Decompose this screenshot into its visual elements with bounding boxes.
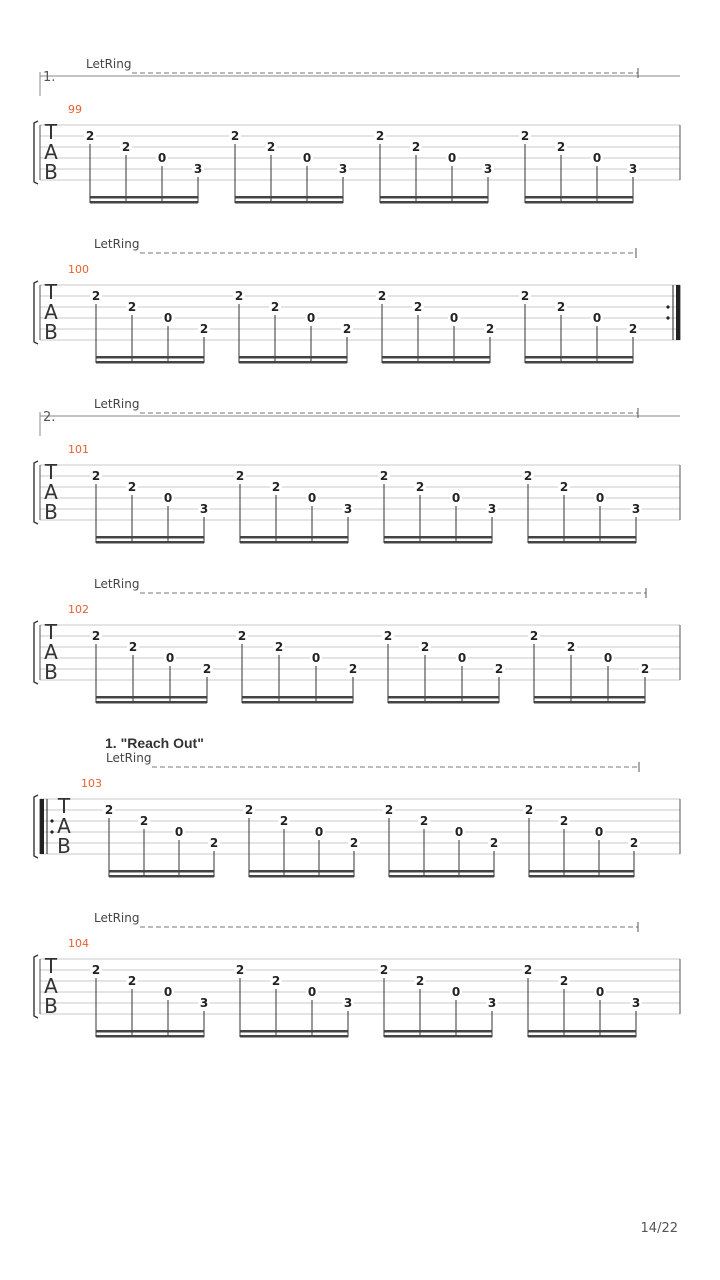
fret-number-6-4: 2: [274, 640, 284, 654]
beam-1-group-1-1: [90, 196, 198, 199]
let-ring-label-2: LetRing: [94, 237, 140, 251]
fret-number-6-5: 2: [279, 814, 289, 828]
repeat-start-dot-lower-5: [50, 830, 53, 833]
fret-number-12-6: 3: [487, 996, 497, 1010]
tab-clef-a-2: A: [44, 300, 58, 324]
fret-number-10-1: 2: [411, 140, 421, 154]
beam-1-group-3-3: [384, 536, 492, 539]
beam-2-group-1-2: [96, 361, 204, 364]
tab-clef-t-4: T: [44, 620, 58, 644]
tab-clef-b-4: B: [44, 660, 58, 684]
fret-number-5-2: 2: [234, 289, 244, 303]
staff-brace-5: [34, 795, 38, 858]
staff-brace-2: [34, 281, 38, 344]
fret-number-7-5: 0: [314, 825, 324, 839]
fret-number-11-2: 0: [449, 311, 459, 325]
fret-number-8-2: 2: [342, 322, 352, 336]
fret-number-12-5: 2: [489, 836, 499, 850]
fret-number-6-1: 2: [266, 140, 276, 154]
fret-number-5-1: 2: [230, 129, 240, 143]
fret-number-2-5: 2: [139, 814, 149, 828]
fret-number-12-1: 3: [483, 162, 493, 176]
fret-number-12-4: 2: [494, 662, 504, 676]
beam-1-group-1-3: [96, 536, 204, 539]
fret-number-5-3: 2: [235, 469, 245, 483]
beam-1-group-4-3: [528, 536, 636, 539]
let-ring-label-1: LetRing: [86, 57, 132, 71]
beam-2-group-1-1: [90, 201, 198, 204]
fret-number-12-3: 3: [487, 502, 497, 516]
let-ring-label-5: LetRing: [106, 751, 152, 765]
let-ring-label-3: LetRing: [94, 397, 140, 411]
fret-number-15-2: 0: [592, 311, 602, 325]
fret-number-14-1: 2: [556, 140, 566, 154]
fret-number-2-3: 2: [127, 480, 137, 494]
beam-1-group-3-1: [380, 196, 488, 199]
measure-number-4: 102: [68, 603, 89, 616]
fret-number-7-1: 0: [302, 151, 312, 165]
fret-number-6-3: 2: [271, 480, 281, 494]
measure-number-2: 100: [68, 263, 89, 276]
fret-number-16-3: 3: [631, 502, 641, 516]
tab-clef-b-2: B: [44, 320, 58, 344]
fret-number-7-6: 0: [307, 985, 317, 999]
beam-2-group-4-6: [528, 1035, 636, 1038]
fret-number-4-2: 2: [199, 322, 209, 336]
fret-number-3-6: 0: [163, 985, 173, 999]
fret-number-7-2: 0: [306, 311, 316, 325]
tab-clef-t-5: T: [57, 794, 71, 818]
volta-label-3: 2.: [43, 410, 56, 425]
beam-1-group-1-2: [96, 356, 204, 359]
beam-2-group-4-5: [529, 875, 634, 878]
fret-number-15-6: 0: [595, 985, 605, 999]
tab-clef-a-5: A: [57, 814, 71, 838]
fret-number-6-6: 2: [271, 974, 281, 988]
fret-number-3-5: 0: [174, 825, 184, 839]
fret-number-9-2: 2: [377, 289, 387, 303]
beam-1-group-4-5: [529, 870, 634, 873]
fret-number-10-6: 2: [415, 974, 425, 988]
beam-2-group-1-6: [96, 1035, 204, 1038]
tab-clef-a-3: A: [44, 480, 58, 504]
tab-clef-t-1: T: [44, 120, 58, 144]
fret-number-1-4: 2: [91, 629, 101, 643]
tab-clef-t-2: T: [44, 280, 58, 304]
tab-clef-a-6: A: [44, 974, 58, 998]
fret-number-8-5: 2: [349, 836, 359, 850]
tab-clef-t-3: T: [44, 460, 58, 484]
fret-number-8-4: 2: [348, 662, 358, 676]
fret-number-4-1: 3: [193, 162, 203, 176]
fret-number-9-6: 2: [379, 963, 389, 977]
staff-brace-3: [34, 461, 38, 524]
beam-1-group-2-5: [249, 870, 354, 873]
fret-number-8-3: 3: [343, 502, 353, 516]
fret-number-3-1: 0: [157, 151, 167, 165]
fret-number-13-6: 2: [523, 963, 533, 977]
fret-number-5-4: 2: [237, 629, 247, 643]
fret-number-14-2: 2: [556, 300, 566, 314]
beam-2-group-4-2: [525, 361, 633, 364]
fret-number-9-4: 2: [383, 629, 393, 643]
beam-2-group-4-1: [525, 201, 633, 204]
repeat-end-dot-upper-2: [666, 305, 669, 308]
volta-label-1: 1.: [43, 70, 56, 85]
fret-number-10-3: 2: [415, 480, 425, 494]
fret-number-1-5: 2: [104, 803, 114, 817]
fret-number-13-3: 2: [523, 469, 533, 483]
beam-1-group-3-2: [382, 356, 490, 359]
fret-number-11-3: 0: [451, 491, 461, 505]
beam-2-group-3-4: [388, 701, 499, 704]
fret-number-13-1: 2: [520, 129, 530, 143]
staff-brace-4: [34, 621, 38, 684]
tab-clef-a-1: A: [44, 140, 58, 164]
fret-number-10-4: 2: [420, 640, 430, 654]
beam-2-group-3-3: [384, 541, 492, 544]
beam-2-group-2-3: [240, 541, 348, 544]
fret-number-7-4: 0: [311, 651, 321, 665]
beam-1-group-4-2: [525, 356, 633, 359]
beam-1-group-3-4: [388, 696, 499, 699]
staff-brace-6: [34, 955, 38, 1018]
tab-clef-b-5: B: [57, 834, 71, 858]
beam-2-group-1-4: [96, 701, 207, 704]
tab-clef-b-3: B: [44, 500, 58, 524]
fret-number-15-5: 0: [594, 825, 604, 839]
fret-number-13-5: 2: [524, 803, 534, 817]
tab-clef-t-6: T: [44, 954, 58, 978]
fret-number-9-1: 2: [375, 129, 385, 143]
beam-2-group-2-1: [235, 201, 343, 204]
fret-number-4-6: 3: [199, 996, 209, 1010]
fret-number-9-5: 2: [384, 803, 394, 817]
fret-number-12-2: 2: [485, 322, 495, 336]
fret-number-5-5: 2: [244, 803, 254, 817]
fret-number-7-3: 0: [307, 491, 317, 505]
fret-number-2-1: 2: [121, 140, 131, 154]
beam-1-group-4-4: [534, 696, 645, 699]
measure-number-5: 103: [81, 777, 102, 790]
fret-number-11-1: 0: [447, 151, 457, 165]
beam-2-group-4-4: [534, 701, 645, 704]
fret-number-16-4: 2: [640, 662, 650, 676]
fret-number-14-6: 2: [559, 974, 569, 988]
fret-number-11-6: 0: [451, 985, 461, 999]
fret-number-6-2: 2: [270, 300, 280, 314]
measure-number-3: 101: [68, 443, 89, 456]
beam-1-group-2-3: [240, 536, 348, 539]
beam-1-group-2-2: [239, 356, 347, 359]
fret-number-16-6: 3: [631, 996, 641, 1010]
fret-number-3-4: 0: [165, 651, 175, 665]
measure-number-6: 104: [68, 937, 89, 950]
beam-1-group-3-5: [389, 870, 494, 873]
beam-2-group-3-6: [384, 1035, 492, 1038]
fret-number-15-3: 0: [595, 491, 605, 505]
fret-number-9-3: 2: [379, 469, 389, 483]
fret-number-8-1: 3: [338, 162, 348, 176]
tab-clef-a-4: A: [44, 640, 58, 664]
repeat-end-dot-lower-2: [666, 316, 669, 319]
beam-2-group-3-1: [380, 201, 488, 204]
beam-1-group-4-1: [525, 196, 633, 199]
fret-number-4-5: 2: [209, 836, 219, 850]
beam-1-group-2-4: [242, 696, 353, 699]
fret-number-4-3: 3: [199, 502, 209, 516]
fret-number-4-4: 2: [202, 662, 212, 676]
fret-number-2-6: 2: [127, 974, 137, 988]
fret-number-13-4: 2: [529, 629, 539, 643]
beam-1-group-1-6: [96, 1030, 204, 1033]
fret-number-1-6: 2: [91, 963, 101, 977]
fret-number-1-1: 2: [85, 129, 95, 143]
beam-1-group-1-5: [109, 870, 214, 873]
fret-number-1-3: 2: [91, 469, 101, 483]
let-ring-label-4: LetRing: [94, 577, 140, 591]
fret-number-11-5: 0: [454, 825, 464, 839]
fret-number-16-5: 2: [629, 836, 639, 850]
fret-number-5-6: 2: [235, 963, 245, 977]
beam-2-group-2-2: [239, 361, 347, 364]
let-ring-label-6: LetRing: [94, 911, 140, 925]
beam-1-group-2-6: [240, 1030, 348, 1033]
fret-number-1-2: 2: [91, 289, 101, 303]
beam-2-group-2-5: [249, 875, 354, 878]
fret-number-3-2: 0: [163, 311, 173, 325]
beam-2-group-1-3: [96, 541, 204, 544]
fret-number-10-5: 2: [419, 814, 429, 828]
beam-2-group-3-5: [389, 875, 494, 878]
fret-number-2-4: 2: [128, 640, 138, 654]
beam-2-group-1-5: [109, 875, 214, 878]
fret-number-8-6: 3: [343, 996, 353, 1010]
fret-number-3-3: 0: [163, 491, 173, 505]
section-marker-5: 1. "Reach Out": [105, 735, 204, 751]
fret-number-10-2: 2: [413, 300, 423, 314]
measure-number-1: 99: [68, 103, 82, 116]
fret-number-16-1: 3: [628, 162, 638, 176]
fret-number-14-4: 2: [566, 640, 576, 654]
fret-number-2-2: 2: [127, 300, 137, 314]
beam-2-group-2-6: [240, 1035, 348, 1038]
tab-clef-b-1: B: [44, 160, 58, 184]
page-number: 14/22: [640, 1221, 678, 1236]
fret-number-15-1: 0: [592, 151, 602, 165]
beam-1-group-3-6: [384, 1030, 492, 1033]
beam-1-group-1-4: [96, 696, 207, 699]
repeat-end-thick-2: [676, 285, 680, 340]
fret-number-14-3: 2: [559, 480, 569, 494]
repeat-start-thick-5: [40, 799, 44, 854]
beam-2-group-3-2: [382, 361, 490, 364]
fret-number-11-4: 0: [457, 651, 467, 665]
fret-number-16-2: 2: [628, 322, 638, 336]
fret-number-13-2: 2: [520, 289, 530, 303]
tab-clef-b-6: B: [44, 994, 58, 1018]
repeat-start-dot-upper-5: [50, 819, 53, 822]
beam-1-group-2-1: [235, 196, 343, 199]
fret-number-15-4: 0: [603, 651, 613, 665]
beam-2-group-4-3: [528, 541, 636, 544]
beam-1-group-4-6: [528, 1030, 636, 1033]
beam-2-group-2-4: [242, 701, 353, 704]
fret-number-14-5: 2: [559, 814, 569, 828]
staff-brace-1: [34, 121, 38, 184]
